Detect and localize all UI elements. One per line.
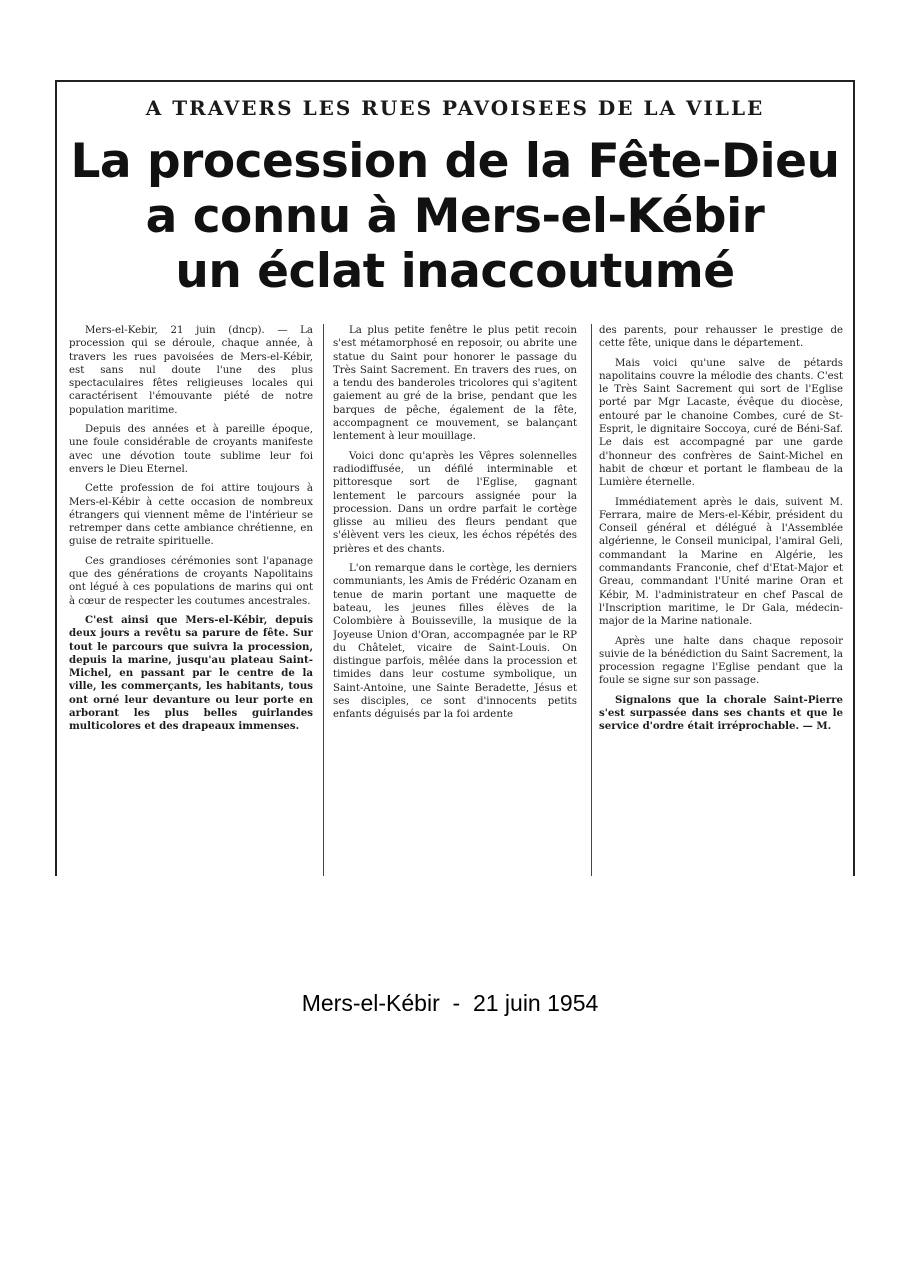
article-column-1 [69, 324, 313, 872]
paragraph: C'est ainsi que Mers-el-Kébir, depuis deux jours a revêtu sa parure de fête. Sur tout le parcours que suivra la procession, depuis la marine, jusqu'au plateau Saint-Michel, en passant par le centre de la ville, les commerçants, les habitants, tous ont orné leur devanture ou leur porte en arborant les plus belles guirlandes multicolores et des drapeaux immenses. [69, 613, 313, 733]
headline-line-2: a connu à Mers-el-Kébir [145, 189, 765, 244]
paragraph: Mais voici qu'une salve de pétards napolitains couvre la mélodie des chants. C'est le Très Saint Sacrement qui sort de l'Eglise porté par Mgr Lacaste, évêque du diocèse, entouré par le chanoine Combes, curé de St-Esprit, le dignitaire Soccoya, curé de Béni-Saf. Le dais est accompagné par une garde d'honneur des confrères de Saint-Michel en habit de chœur et portant le flambeau de la Lumière éternelle. [599, 357, 843, 489]
paragraph: La plus petite fenêtre le plus petit recoin s'est métamorphosé en reposoir, ou abrite une statue du Saint pour honorer le passage du Très Saint Sacrement. En travers des rues, on a tendu des banderoles tricolores qui s'agitent gaiement au gré de la brise, pendant que les barques de pêche, également de la fête, accompagnent ce mouvement, se balançant lentement à leur mouillage. [333, 325, 577, 443]
paragraph: Voici donc qu'après les Vêpres solennelles radiodiffusée, un défilé interminable et pittoresque sort de l'Eglise, gagnant lentement le parcours assignée pour la procession. Dans un ordre parfait le cortège glisse au milieu des fleurs pendant que s'élèvent vers les cieux, les échos répétés des prières et des chants. [333, 450, 577, 555]
headline-line-3: un éclat inaccoutumé [175, 244, 735, 299]
paragraph: Mers-el-Kebir, 21 juin (dncp). — La procession qui se déroule, chaque année, à travers les rues pavoisées de Mers-el-Kébir, est sans nul doute l'une des plus spectaculaires fêtes religieuses locales qui caractérisent l'émouvante piété de notre population maritime. [69, 325, 313, 416]
paragraph: Cette profession de foi attire toujours à Mers-el-Kébir à cette occasion de nombreux étrangers qui viennent même de l'intérieur se retremper dans cette ambiance chrétienne, en guise de retraite spirituelle. [69, 483, 313, 548]
paragraph: Immédiatement après le dais, suivent M. Ferrara, maire de Mers-el-Kébir, président du Conseil général et délégué à l'Assemblée algérienne, le Conseil municipal, l'amiral Geli, commandant la Marine en Algérie, les commandants Franconie, chef d'Etat-Major et Greau, commandant l'Unité marine Oran et Kébir, M. l'administrateur en chef Pascal de l'Inscription maritime, le Dr Gala, médecin-major de la Marine nationale. [599, 496, 843, 628]
article-column-2 [333, 324, 577, 872]
paragraph: Depuis des années et à pareille époque, une foule considérable de croyants manifeste avec une dévotion toute sublime leur foi envers le Dieu Eternel. [69, 424, 313, 475]
paragraph: Signalons que la chorale Saint-Pierre s'est surpassée dans ses chants et que le service d'ordre était irréprochable. — M. [599, 693, 843, 733]
paragraph: Ces grandioses cérémonies sont l'apanage que des générations de croyants Napolitains ont légué à ces populations de marins qui ont à cœur de respecter les coutumes ancestrales. [69, 555, 313, 607]
paragraph: des parents, pour rehausser le prestige de cette fête, unique dans le département. [599, 325, 843, 350]
headline-line-1: La procession de la Fête-Dieu [70, 134, 840, 189]
page-caption: Mers-el-Kébir - 21 juin 1954 [301, 990, 599, 1016]
newspaper-clipping [55, 80, 855, 876]
article-body [69, 324, 845, 872]
paragraph: Après une halte dans chaque reposoir suivie de la bénédiction du Saint Sacrement, la procession regagne l'Eglise pendant que la foule se signe sur son passage. [599, 635, 843, 687]
article-column-3 [599, 324, 843, 872]
paragraph: L'on remarque dans le cortège, les derniers communiants, les Amis de Frédéric Ozanam en tenue de marin portant une maquette de bateau, les jeunes filles élèves de la Colombière à Bouisseville, la musique de la Joyeuse Union d'Oran, accompagnée par le RP du Châtelet, vicaire de Saint-Louis. On distingue parfois, mêlée dans la procession et timides dans leur costume symbolique, un Saint-Antoine, une Sainte Beradette, Jésus et ses disciples, ce sont d'innocents petits enfants déguisés par la foi ardente [333, 563, 577, 721]
article-kicker: A TRAVERS LES RUES PAVOISEES DE LA VILLE [145, 96, 765, 120]
article-headline [57, 134, 853, 299]
